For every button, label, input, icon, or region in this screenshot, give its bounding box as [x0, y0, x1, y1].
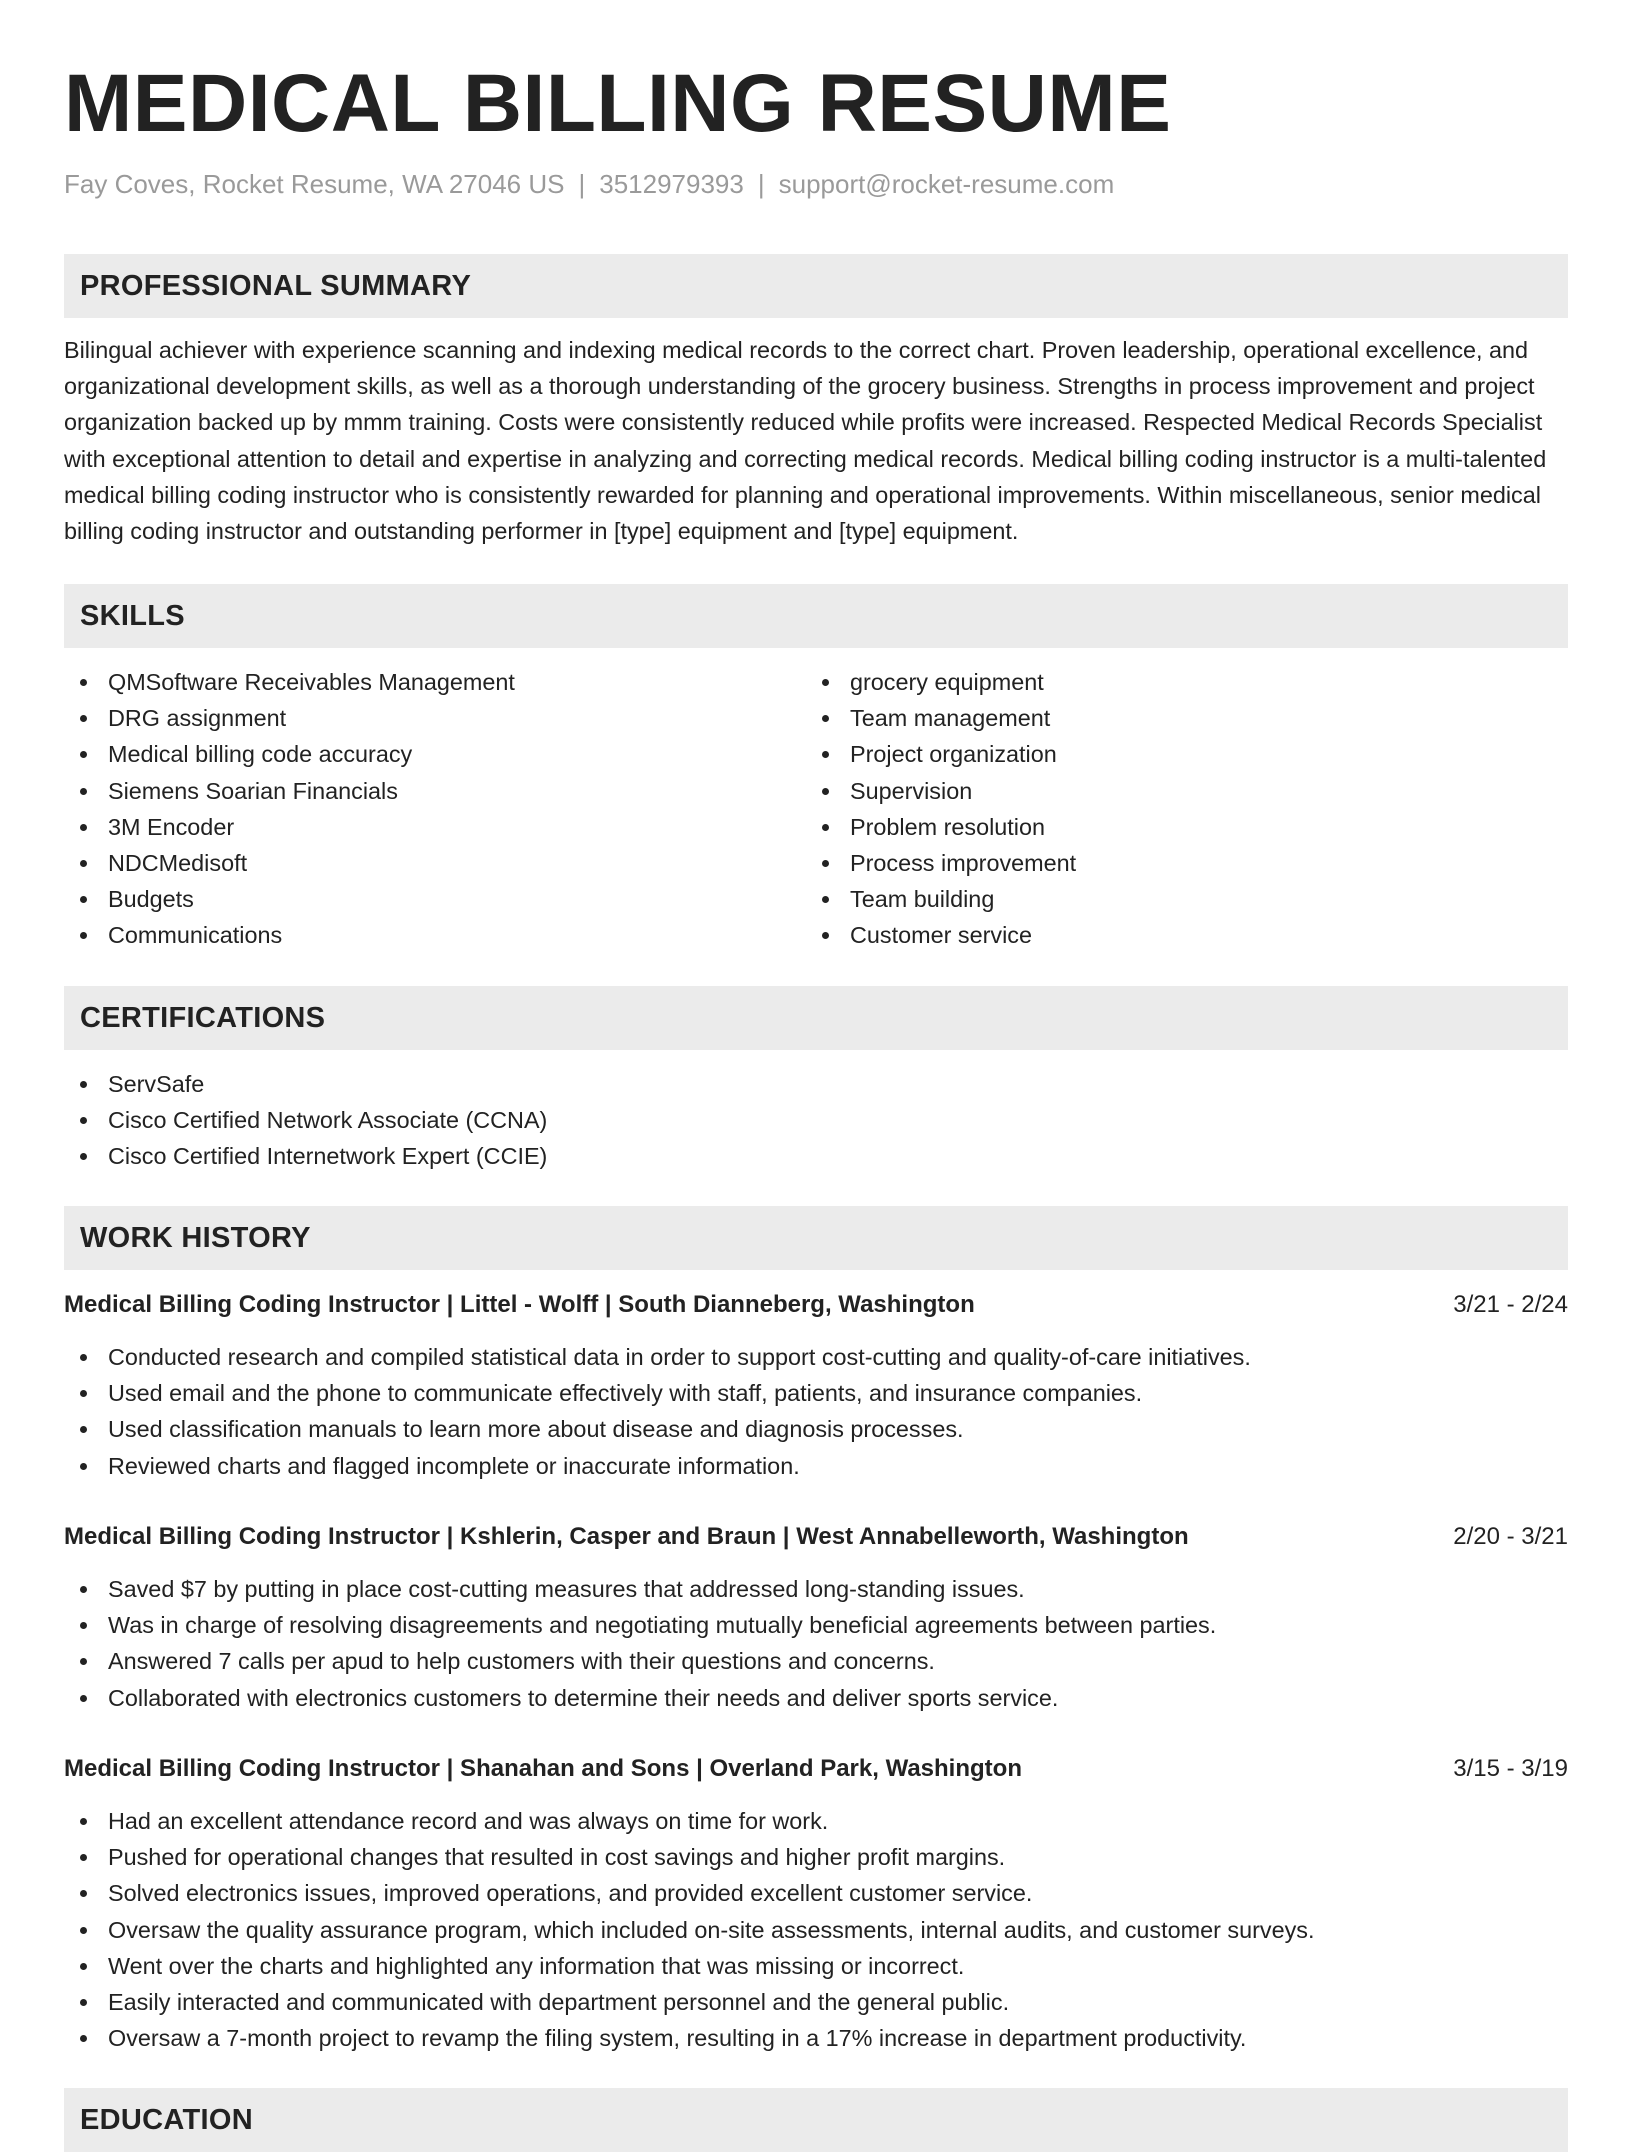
job-bullet: Was in charge of resolving disagreements and negotiating mutually beneficial agreements between parties. [64, 1607, 1216, 1643]
certification-item: Cisco Certified Network Associate (CCNA) [64, 1102, 547, 1138]
skill-item: Team management [806, 700, 1076, 736]
job-bullet: Conducted research and compiled statistical data in order to support cost-cutting and quality-of-care initiatives. [64, 1339, 1251, 1375]
contact-email: support@rocket-resume.com [778, 169, 1115, 199]
certification-item: Cisco Certified Internetwork Expert (CCIE) [64, 1138, 547, 1174]
job-bullet: Saved $7 by putting in place cost-cutting measures that addressed long-standing issues. [64, 1571, 1216, 1607]
job-bullet: Used classification manuals to learn more about disease and diagnosis processes. [64, 1411, 1251, 1447]
skills-list-left [64, 664, 515, 954]
certifications-section-header [64, 986, 1568, 1050]
skills-heading: SKILLS [80, 600, 185, 632]
job-dates: 3/15 - 3/19 [1453, 1755, 1568, 1782]
skills-list-right [806, 664, 1076, 954]
summary-heading: PROFESSIONAL SUMMARY [80, 270, 472, 302]
skills-section-header [64, 584, 1568, 648]
job-bullet: Used email and the phone to communicate effectively with staff, patients, and insurance companies. [64, 1375, 1251, 1411]
summary-section-header [64, 254, 1568, 318]
skill-item: QMSoftware Receivables Management [64, 664, 515, 700]
skill-item: Supervision [806, 773, 1076, 809]
job-bullet: Answered 7 calls per apud to help customers with their questions and concerns. [64, 1643, 1216, 1679]
job-dates: 2/20 - 3/21 [1453, 1523, 1568, 1550]
skill-item: 3M Encoder [64, 809, 515, 845]
skill-item: Process improvement [806, 845, 1076, 881]
job-bullet: Solved electronics issues, improved operations, and provided excellent customer service. [64, 1875, 1314, 1911]
job-bullet: Went over the charts and highlighted any information that was missing or incorrect. [64, 1948, 1314, 1984]
certifications-list [64, 1066, 547, 1175]
job-bullet: Reviewed charts and flagged incomplete or inaccurate information. [64, 1448, 1251, 1484]
skill-item: Communications [64, 917, 515, 953]
job-bullets [64, 1339, 1251, 1484]
job-title: Medical Billing Coding Instructor | Kshlerin, Casper and Braun | West Annabelleworth, Washington [64, 1523, 1189, 1550]
contact-separator: | [578, 169, 586, 199]
job-bullet: Easily interacted and communicated with department personnel and the general public. [64, 1984, 1314, 2020]
contact-address: Fay Coves, Rocket Resume, WA 27046 US [64, 169, 565, 199]
skill-item: Problem resolution [806, 809, 1076, 845]
certification-item: ServSafe [64, 1066, 547, 1102]
contact-line [64, 166, 1114, 202]
work-history-section-header [64, 1206, 1568, 1270]
skill-item: Project organization [806, 736, 1076, 772]
skill-item: DRG assignment [64, 700, 515, 736]
work-history-heading: WORK HISTORY [80, 1222, 311, 1254]
education-heading: EDUCATION [80, 2104, 253, 2136]
job-bullets [64, 1803, 1314, 2056]
skill-item: NDCMedisoft [64, 845, 515, 881]
contact-phone: 3512979393 [599, 169, 744, 199]
job-title: Medical Billing Coding Instructor | Littel - Wolff | South Dianneberg, Washington [64, 1291, 975, 1318]
education-section-header [64, 2088, 1568, 2152]
skill-item: Siemens Soarian Financials [64, 773, 515, 809]
job-bullets [64, 1571, 1216, 1716]
job-bullet: Oversaw the quality assurance program, which included on-site assessments, internal audits, and customer surveys. [64, 1912, 1314, 1948]
resume-title: MEDICAL BILLING RESUME [64, 58, 1172, 149]
skill-item: Budgets [64, 881, 515, 917]
skill-item: grocery equipment [806, 664, 1076, 700]
contact-separator: | [757, 169, 765, 199]
job-dates: 3/21 - 2/24 [1453, 1291, 1568, 1318]
skill-item: Team building [806, 881, 1076, 917]
skill-item: Medical billing code accuracy [64, 736, 515, 772]
job-bullet: Oversaw a 7-month project to revamp the filing system, resulting in a 17% increase in department productivity. [64, 2020, 1314, 2056]
job-bullet: Had an excellent attendance record and was always on time for work. [64, 1803, 1314, 1839]
certifications-heading: CERTIFICATIONS [80, 1002, 326, 1034]
job-title: Medical Billing Coding Instructor | Shanahan and Sons | Overland Park, Washington [64, 1755, 1022, 1782]
skill-item: Customer service [806, 917, 1076, 953]
job-bullet: Collaborated with electronics customers to determine their needs and deliver sports service. [64, 1680, 1216, 1716]
job-bullet: Pushed for operational changes that resulted in cost savings and higher profit margins. [64, 1839, 1314, 1875]
summary-text: Bilingual achiever with experience scanning and indexing medical records to the correct chart. Proven leadership, operational excellence, and organizational development skills, as well as a thorough understanding of the grocery business. Strengths in process improvement and project organization backed up by mmm training. Costs were consistently reduced while profits were increased. Respected Medical Records Specialist with exceptional attention to detail and expertise in analyzing and correcting medical records. Medical billing coding instructor is a multi-talented medical billing coding instructor who is consistently rewarded for planning and operational improvements. Within miscellaneous, senior medical billing coding instructor and outstanding performer in [type] equipment and [type] equipment. [64, 337, 1547, 545]
